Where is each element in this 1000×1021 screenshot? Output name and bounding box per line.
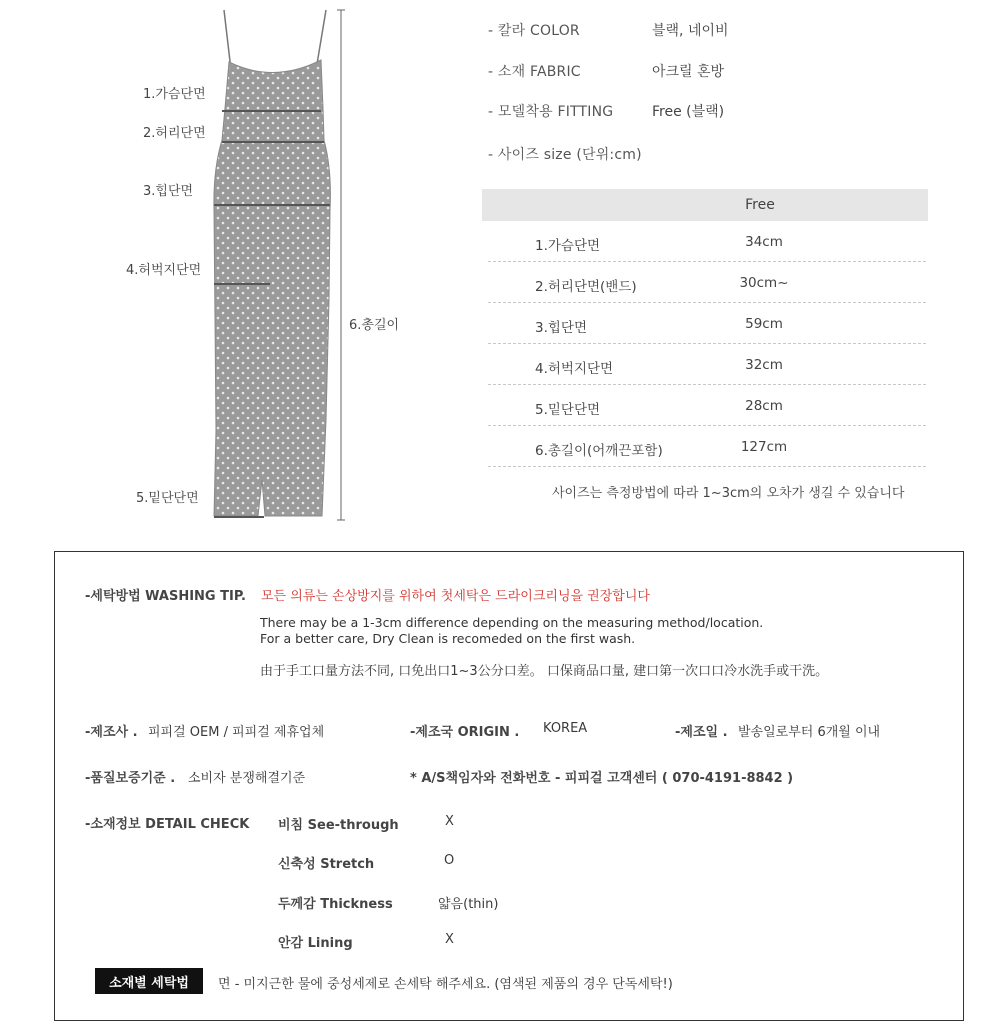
size-row-value: 34cm	[745, 234, 783, 250]
size-row-value: 59cm	[745, 316, 783, 332]
care-en-line1: There may be a 1-3cm difference depending on the measuring method/location.	[260, 615, 764, 630]
maker-label: -제조사 .	[85, 725, 138, 740]
size-row-name: 2.허리단면(밴드)	[535, 279, 637, 295]
origin-label: -제조국 ORIGIN .	[410, 725, 520, 740]
date-value: 발송일로부터 6개월 이내	[738, 725, 881, 740]
origin-value: KOREA	[543, 721, 588, 736]
size-row-name: 1.가슴단면	[535, 238, 601, 254]
spec-color-label: - 칼라 COLOR	[488, 23, 580, 39]
detail-stretch: 신축성 Stretch	[278, 857, 375, 872]
spec-fabric-value: 아크릴 혼방	[652, 64, 725, 80]
detail-label: -소재정보 DETAIL CHECK	[85, 817, 250, 832]
detail-thickness: 두께감 Thickness	[278, 897, 393, 912]
row-divider	[488, 425, 926, 426]
material-wash-text: 면 - 미지근한 물에 중성세제로 손세탁 해주세요. (염색된 제품의 경우 단독세탁!)	[218, 977, 673, 992]
dress-illustration	[200, 0, 350, 530]
size-row-name: 4.허벅지단면	[535, 361, 614, 377]
size-table-header	[482, 189, 928, 221]
label-hem: 5.밑단단면	[136, 491, 199, 506]
spec-fabric-label: - 소재 FABRIC	[488, 64, 581, 80]
washing-warning: 모든 의류는 손상방지를 위하여 첫세탁은 드라이크리닝을 권장합니다	[261, 589, 650, 604]
care-en-line2: For a better care, Dry Clean is recomeded on the first wash.	[260, 631, 636, 646]
label-waist: 2.허리단면	[143, 126, 206, 141]
size-row-name: 6.총길이(어깨끈포함)	[535, 443, 663, 459]
spec-fitting-label: - 모델착용 FITTING	[488, 104, 614, 120]
detail-stretch-value: O	[444, 853, 455, 868]
label-length: 6.총길이	[349, 318, 400, 333]
row-divider	[488, 384, 926, 385]
detail-thickness-value: 얇음(thin)	[438, 897, 499, 912]
spec-fitting-value: Free (블랙)	[652, 104, 725, 120]
spec-color-value: 블랙, 네이비	[652, 23, 729, 39]
date-label: -제조일 .	[675, 725, 728, 740]
detail-see-through: 비침 See-through	[278, 818, 399, 833]
row-divider	[488, 466, 926, 467]
row-divider	[488, 302, 926, 303]
size-row-name: 5.밑단단면	[535, 402, 601, 418]
washing-label: -세탁방법 WASHING TIP.	[85, 589, 246, 604]
spec-size-label: - 사이즈 size (단위:cm)	[488, 147, 642, 163]
size-row-name: 3.힙단면	[535, 320, 588, 336]
detail-lining-value: X	[445, 932, 454, 947]
maker-value: 피피걸 OEM / 피피걸 제휴업체	[148, 725, 325, 740]
row-divider	[488, 343, 926, 344]
size-header-free: Free	[745, 197, 775, 213]
size-row-value: 127cm	[740, 439, 788, 455]
label-hip: 3.힙단면	[143, 184, 194, 199]
label-thigh: 4.허벅지단면	[126, 263, 202, 278]
material-wash-badge: 소재별 세탁법	[95, 968, 203, 994]
size-row-value: 30cm~	[739, 275, 789, 291]
size-row-value: 32cm	[745, 357, 783, 373]
row-divider	[488, 261, 926, 262]
size-note: 사이즈는 측정방법에 따라 1~3cm의 오차가 생길 수 있습니다	[552, 486, 905, 501]
quality-label: -품질보증기준 .	[85, 771, 176, 786]
label-chest: 1.가슴단면	[143, 87, 206, 102]
dress-body	[214, 60, 331, 516]
detail-lining: 안감 Lining	[278, 936, 353, 951]
detail-see-through-value: X	[445, 814, 454, 829]
quality-value: 소비자 분쟁해결기준	[188, 771, 306, 786]
size-row-value: 28cm	[745, 398, 783, 414]
care-cn-line: 由于手工口量方法不同, 口免出口1~3公分口差。 口保商品口量, 建口第一次口口冷水洗手或干洗。	[260, 664, 829, 679]
as-info: * A/S책임자와 전화번호 - 피피걸 고객센터 ( 070-4191-8842 )	[410, 771, 794, 786]
